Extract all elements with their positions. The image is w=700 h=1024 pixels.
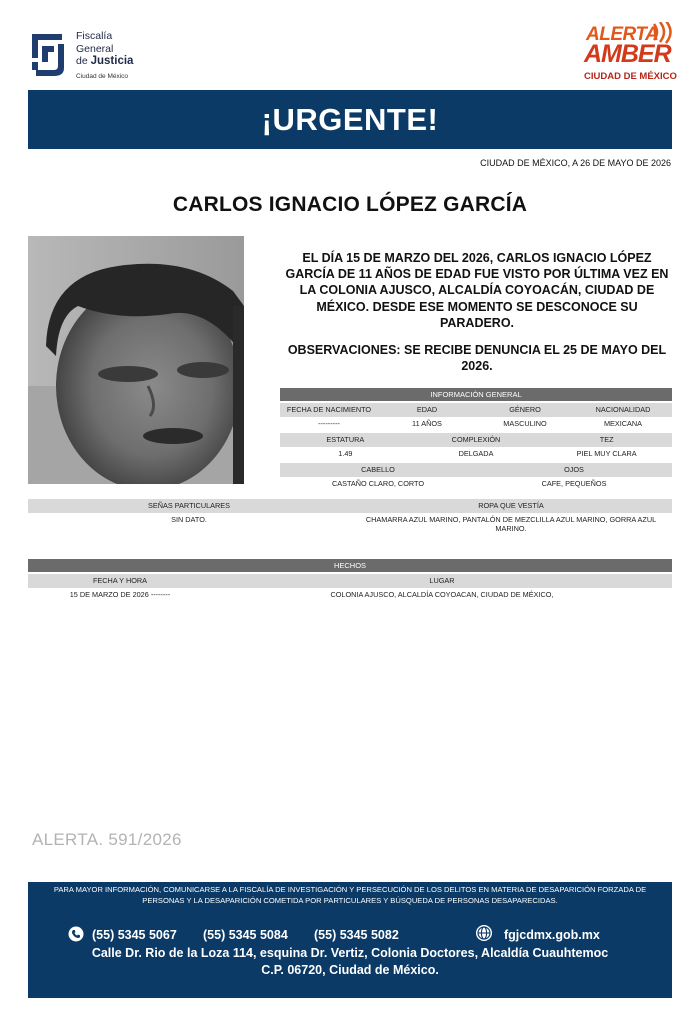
- value-eyes: CAFE, PEQUEÑOS: [541, 479, 607, 488]
- label-eyes: OJOS: [564, 465, 584, 474]
- value-hair: CASTAÑO CLARO, CORTO: [331, 479, 425, 488]
- case-description: EL DÍA 15 DE MARZO DEL 2026, CARLOS IGNACIO LÓPEZ GARCÍA DE 11 AÑOS DE EDAD FUE VISTO POR ÚLTIMA VEZ EN LA COLONIA AJUSCO, ALCALDÍA COYOACÁN, CIUDAD DE MÉXICO. DESDE ESE MOMENTO SE DESCONOCE SU PARADERO.: [285, 251, 669, 330]
- facts-values-row: [28, 588, 672, 602]
- particulars-table: [28, 497, 672, 533]
- general-info-labels-row1: [280, 403, 672, 417]
- phone-icon: [68, 926, 84, 942]
- label-clothing: ROPA QUE VESTÍA: [478, 501, 544, 510]
- facts-labels-row: [28, 574, 672, 588]
- label-skin-tone: TEZ: [599, 435, 614, 444]
- value-birthdate: ---------: [318, 419, 340, 428]
- value-distinguishing-marks: SIN DATO.: [171, 515, 207, 524]
- label-date-time: FECHA Y HORA: [92, 576, 148, 585]
- label-height: ESTATURA: [326, 435, 365, 444]
- general-info-table: [280, 388, 672, 491]
- particulars-values-row: [28, 513, 672, 533]
- facts-title: HECHOS: [28, 559, 672, 572]
- address-line-1: Calle Dr. Rio de la Loza 114, esquina Dr. Vertiz, Colonia Doctores, Alcaldía Cuauhtemoc: [91, 946, 609, 960]
- label-birthdate: FECHA DE NACIMIENTO: [286, 405, 372, 414]
- amber-logo-word3: CIUDAD DE MÉXICO: [584, 71, 677, 82]
- value-height: 1.49: [338, 449, 353, 458]
- date-line: CIUDAD DE MÉXICO, A 26 DE MAYO DE 2026: [480, 158, 671, 168]
- label-age: EDAD: [416, 405, 438, 414]
- value-nationality: MEXICANA: [603, 419, 643, 428]
- address-line-2: C.P. 06720, Ciudad de México.: [261, 963, 439, 977]
- alert-number: ALERTA. 591/2026: [32, 830, 182, 849]
- general-info-values-row3: [280, 477, 672, 491]
- value-age: 11 AÑOS: [412, 419, 442, 428]
- value-build: DELGADA: [458, 449, 494, 458]
- portrait-image: [28, 236, 244, 484]
- fgj-logo: [28, 26, 148, 84]
- fgj-logo-line2: General: [76, 42, 114, 55]
- fgj-emblem-icon: [28, 28, 70, 80]
- contact-footer: [28, 882, 672, 998]
- label-place: LUGAR: [429, 576, 455, 585]
- value-gender: MASCULINO: [503, 419, 547, 428]
- label-nationality: NACIONALIDAD: [595, 405, 651, 414]
- label-hair: CABELLO: [361, 465, 395, 474]
- label-build: COMPLEXIÓN: [451, 435, 501, 444]
- value-skin-tone: PIEL MUY CLARA: [576, 449, 637, 458]
- footer-info-text: PARA MAYOR INFORMACIÓN, COMUNICARSE A LA FISCALÍA DE INVESTIGACIÓN Y PERSECUCIÓN DE LOS DELITOS EN MATERIA DE DESAPARICIÓN FORZADA DE PERSONAS Y LA DESAPARICIÓN COMETIDA POR PARTICULARES Y BÚSQUEDA DE PERSONAS DESAPARECIDAS.: [53, 885, 647, 905]
- alerta-amber-logo: [578, 22, 678, 86]
- general-info-values-row2: [280, 447, 672, 461]
- phone-number-2[interactable]: (55) 5345 5084: [203, 928, 288, 942]
- fgj-logo-line1: Fiscalía: [76, 30, 113, 42]
- urgent-banner: ¡URGENTE!: [28, 90, 672, 149]
- label-gender: GÉNERO: [509, 405, 541, 414]
- footer-address: [28, 945, 672, 979]
- fgj-logo-line3-bold: Justicia: [90, 55, 134, 67]
- general-info-title: INFORMACIÓN GENERAL: [280, 388, 672, 401]
- footer-contacts: [28, 926, 672, 946]
- fgj-logo-line4: Ciudad de México: [76, 72, 129, 80]
- missing-person-photo: [28, 236, 244, 484]
- value-place: COLONIA AJUSCO, ALCALDÍA COYOACAN, CIUDAD DE MÉXICO,: [330, 590, 554, 599]
- observations: OBSERVACIONES: SE RECIBE DENUNCIA EL 25 DE MAYO DEL 2026.: [287, 343, 667, 374]
- phone-number-1[interactable]: (55) 5345 5067: [92, 928, 177, 942]
- value-clothing: CHAMARRA AZUL MARINO, PANTALÓN DE MEZCLILLA AZUL MARINO, GORRA AZUL MARINO.: [365, 515, 657, 533]
- facts-table: [28, 559, 672, 602]
- globe-icon: [475, 924, 493, 942]
- amber-logo-word2: AMBER: [584, 40, 671, 68]
- general-info-labels-row2: [280, 433, 672, 447]
- fgj-logo-line3-prefix: de: [76, 55, 88, 67]
- general-info-values-row1: [280, 417, 672, 431]
- phone-number-3[interactable]: (55) 5345 5082: [314, 928, 399, 942]
- website-link[interactable]: fgjcdmx.gob.mx: [504, 928, 600, 942]
- particulars-labels-row: [28, 499, 672, 513]
- label-distinguishing-marks: SEÑAS PARTICULARES: [147, 501, 231, 510]
- value-date-time: 15 DE MARZO DE 2026 --------: [69, 590, 171, 599]
- person-name: CARLOS IGNACIO LÓPEZ GARCÍA: [172, 193, 528, 216]
- amber-logo-word1: ALERTA: [586, 24, 659, 45]
- general-info-labels-row3: [280, 463, 672, 477]
